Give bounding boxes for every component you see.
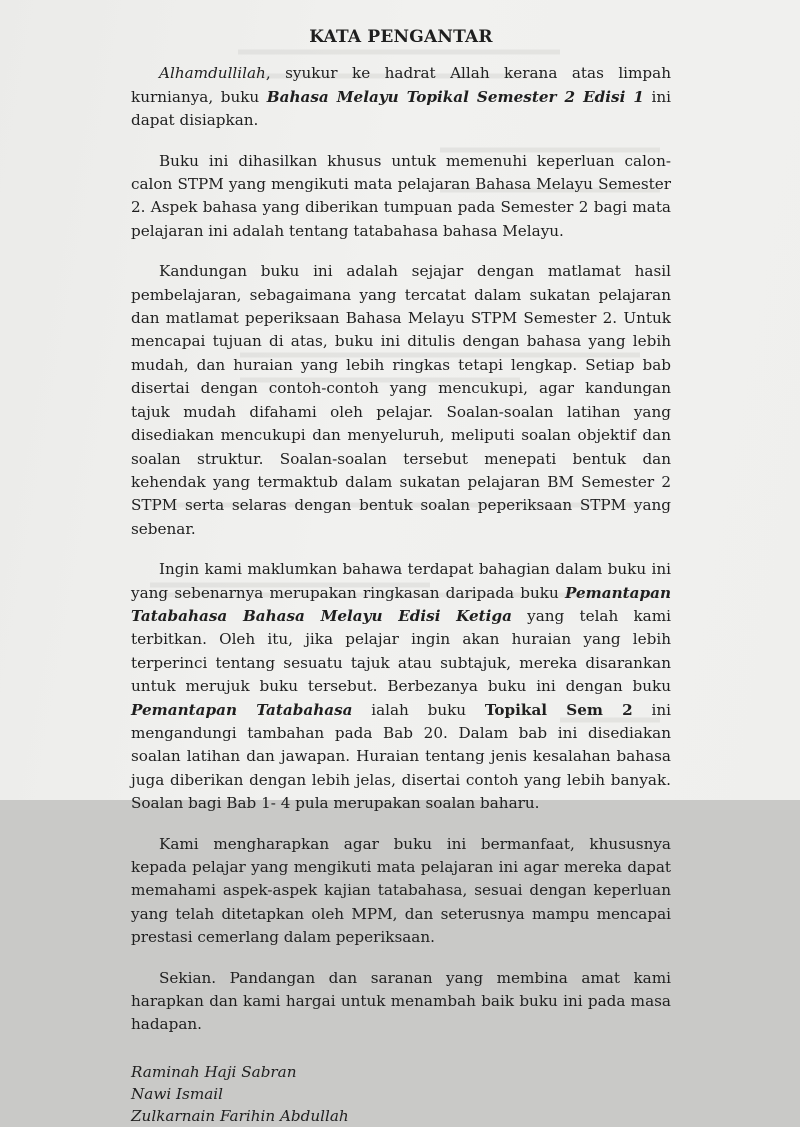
author-name: Nawi Ismail: [131, 1084, 223, 1103]
author-name: Raminah Haji Sabran: [131, 1062, 297, 1081]
paragraph-6: [131, 967, 671, 1037]
text-segment: ialah buku: [352, 700, 485, 719]
text-segment: Alhamdullilah: [159, 64, 266, 83]
author-name: Zulkarnain Farihin Abdullah: [131, 1106, 349, 1125]
text-segment: yang telah kami terbitkan. Oleh itu, jika pelajar ingin akan huraian yang lebih terperinci tentang sesuatu tajuk atau subtajuk, mereka disarankan untuk merujuk buku tersebut. Berbezanya buku ini dengan buku: [131, 606, 671, 696]
book-title-emphasis: Pemantapan Tatabahasa: [131, 700, 353, 719]
page-title: KATA PENGANTAR: [309, 27, 493, 47]
text-segment: Sekian. Pandangan dan saranan yang membina amat kami harapkan dan kami hargai untuk menambah baik buku ini pada masa hadapan.: [131, 968, 671, 1034]
paragraph-1: [131, 62, 671, 132]
paragraph-4: [131, 558, 671, 815]
text-segment: ini dapat disiapkan.: [131, 87, 672, 130]
text-segment: ini mengandungi tambahan pada Bab 20. Dalam bab ini disediakan soalan latihan dan jawapan. Huraian tentang jenis kesalahan bahasa juga diberikan dengan lebih jelas, disertai contoh yang lebih banyak. Soalan bagi Bab 1- 4 pula merupakan soalan baharu.: [131, 700, 671, 813]
book-title-emphasis: Pemantapan Tatabahasa Bahasa Melayu Edisi Ketiga: [131, 583, 671, 625]
paragraph-5: [131, 833, 671, 950]
paragraph-2: [131, 150, 671, 244]
text-segment: Kandungan buku ini adalah sejajar dengan matlamat hasil pembelajaran, sebagaimana yang tercatat dalam sukatan pelajaran dan matlamat peperiksaan Bahasa Melayu STPM Semester 2. Untuk mencapai tujuan di atas, buku ini ditulis dengan bahasa yang lebih mudah, dan huraian yang lebih ringkas tetapi lengkap. Setiap bab disertai dengan contoh-contoh yang mencukupi, agar kandungan tajuk mudah difahami oleh pelajar. Soalan-soalan latihan yang disediakan mencukupi dan menyeluruh, meliputi soalan objektif dan soalan struktur. Soalan-soalan tersebut menepati bentuk dan kehendak yang termaktub dalam sukatan pelajaran BM Semester 2 STPM serta selaras dengan bentuk soalan peperiksaan STPM yang sebenar.: [131, 262, 671, 538]
text-segment: Buku ini dihasilkan khusus untuk memenuhi keperluan calon-calon STPM yang mengikuti mata pelajaran Bahasa Melayu Semester 2. Aspek bahasa yang diberikan tumpuan pada Semester 2 bagi mata pelajaran ini adalah tentang tatabahasa bahasa Melayu.: [131, 151, 671, 240]
document-body: [131, 26, 671, 1127]
text-segment: , syukur ke hadrat Allah kerana atas limpah kurnianya, buku: [131, 64, 671, 106]
text-segment: Ingin kami maklumkan bahawa terdapat bahagian dalam buku ini yang sebenarnya merupakan ringkasan daripada buku: [131, 560, 671, 602]
author-list: [131, 1061, 671, 1127]
book-title-emphasis: Bahasa Melayu Topikal Semester 2 Edisi 1: [266, 87, 644, 106]
paragraph-3: [131, 260, 671, 541]
bold-emphasis: Topikal Sem 2: [484, 700, 633, 719]
text-segment: Kami mengharapkan agar buku ini bermanfaat, khususnya kepada pelajar yang mengikuti mata pelajaran ini agar mereka dapat memahami aspek-aspek kajian tatabahasa, sesuai dengan keperluan yang telah ditetapkan oleh MPM, dan seterusnya mampu mencapai prestasi cemerlang dalam peperiksaan.: [131, 834, 671, 947]
